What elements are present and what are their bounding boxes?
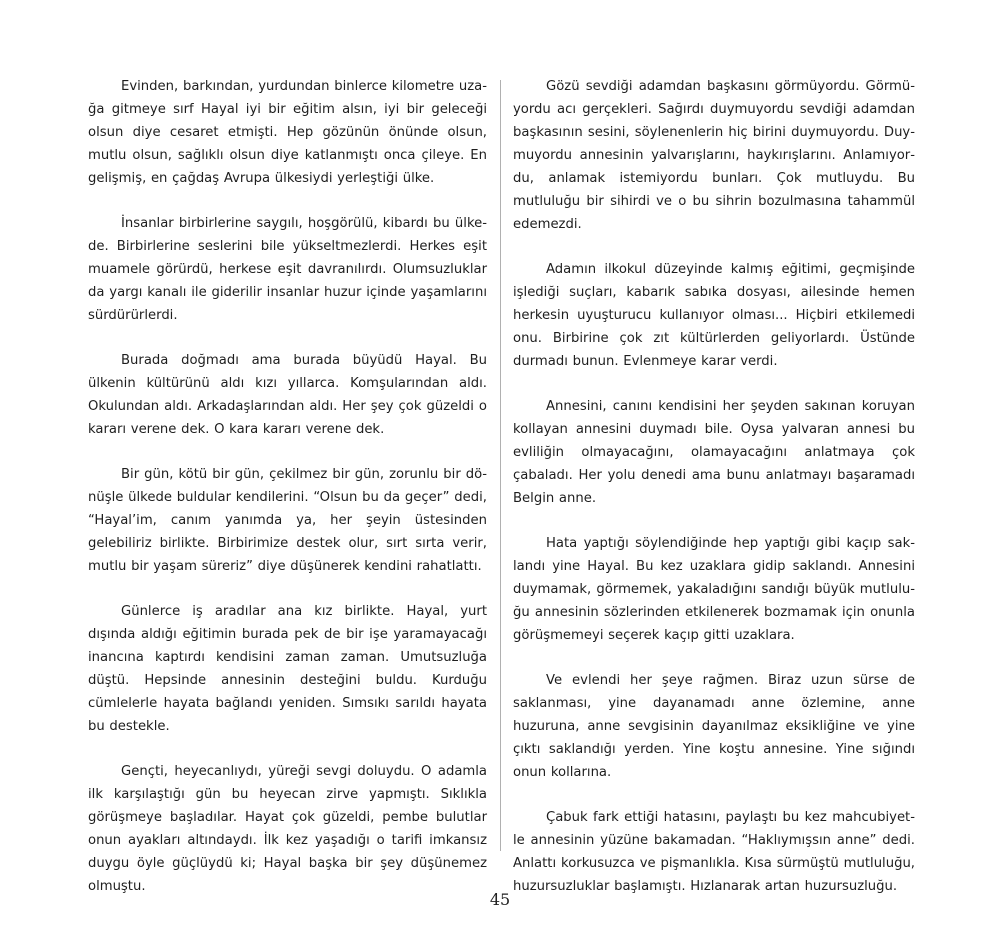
paragraph: Günlerce iş aradılar ana kız birlikte. Hayal, yurt dışında aldığı eğitimin burada pek de bir işe yaramayacağı inancına kaptırdı kendisini zaman zaman. Umutsuzluğa düştü. Hepsinde annesinin desteğini buldu. Kurduğu cümlelerle hayata bağlandı yeniden. Sımsıkı sarıldı hayata bu destekle. [88,604,487,734]
paragraph: Ve evlendi her şeye rağmen. Biraz uzun sürse de saklanması, yine dayanamadı anne özlemine, anne huzuruna, anne sevgisinin dayanılmaz eksikliğine ve yine çıktı saklandığı yerden. Yine koştu annesine. Yine sığındı onun kollarına. [513,673,915,780]
page-number: 45 [489,890,511,909]
paragraph: Adamın ilkokul düzeyinde kalmış eğitimi, geçmişinde işlediği suçları, kabarık sabıka dosyası, ailesinde hemen herkesin uyuşturucu kullanıyor olması... Hiçbiri etkilemedi onu. Birbirine çok zıt kültürlerden geliyorlardı. Üstünde durmadı bunun. Evlenmeye karar verdi. [513,262,915,369]
paragraph: Burada doğmadı ama burada büyüdü Hayal. Bu ülkenin kültürünü aldı kızı yıllarca. Komşularından aldı. Okulundan aldı. Arkadaşlarından aldı. Her şey çok güzeldi o kararı verene dek. O kara kararı verene dek. [88,353,487,437]
paragraph: İnsanlar birbirlerine saygılı, hoşgörülü, kibardı bu ülkede. Birbirlerine seslerini bile yükseltmezlerdi. Herkes eşit muamele görürdü, herkese eşit davranılırdı. Olumsuzluklar da yargı kanalı ile giderilir insanlar huzur içinde yaşamlarını sürdürürlerdi. [88,216,487,323]
paragraph: Gözü sevdiği adamdan başkasını görmüyordu. Görmüyordu acı gerçekleri. Sağırdı duymuyordu sevdiği adamdan başkasının sesini, söylenenlerin hiç birini duymuyordu. Duymuyordu annesinin yalvarışlarını, haykırışlarını. Anlamıyordu, anlamak istemiyordu bunları. Çok mutluydu. Bu mutluluğu bir sihirdi ve o bu sihrin bozulmasına tahammül edemezdi. [513,79,915,232]
paragraph: Bir gün, kötü bir gün, çekilmez bir gün, zorunlu bir dönüşle ülkede buldular kendilerini. “Olsun bu da geçer” dedi, “Hayal’im, canım yanımda ya, her şeyin üstesinden gelebiliriz birlikte. Birbirimize destek olur, sırt sırta verir, mutlu bir yaşam süreriz” diye düşünerek kendini rahatlattı. [88,467,487,574]
right-text-column [513,75,915,920]
paragraph: Evinden, barkından, yurdundan binlerce kilometre uzağa gitmeye sırf Hayal iyi bir eğitim alsın, iyi bir geleceği olsun diye cesaret etmişti. Hep gözünün önünde olsun, mutlu olsun, sağlıklı olsun diye katlanmıştı onca çileye. En gelişmiş, en çağdaş Avrupa ülkesiydi yerleştiği ülke. [88,79,487,186]
paragraph: Çabuk fark ettiği hatasını, paylaştı bu kez mahcubiyetle annesinin yüzüne bakamadan. “Haklıymışsın anne” dedi. Anlattı korkusuzca ve pişmanlıkla. Kısa sürmüştü mutluluğu, huzursuzluklar başlamıştı. Hızlanarak artan huzursuzluğu. [513,810,915,894]
left-text-column [88,75,487,920]
column-divider [500,80,501,851]
paragraph: Gençti, heyecanlıydı, yüreği sevgi doluydu. O adamla ilk karşılaştığı gün bu heyecan zirve yapmıştı. Sıklıkla görüşmeye başladılar. Hayat çok güzeldi, pembe bulutlar onun ayakları altındaydı. İlk kez yaşadığı o tarifi imkansız duygu öyle güçlüydü ki; Hayal başka bir şey düşünemez olmuştu. [88,764,487,894]
paragraph: Annesini, canını kendisini her şeyden sakınan koruyan kollayan annesini duymadı bile. Oysa yalvaran annesi bu evliliğin olmayacağını, olamayacağını anlatmaya çok çabaladı. Her yolu denedi ama bunu anlatmayı başaramadı Belgin anne. [513,399,915,506]
paragraph: Hata yaptığı söylendiğinde hep yaptığı gibi kaçıp saklandı yine Hayal. Bu kez uzaklara gidip saklandı. Annesini duymamak, görmemek, yakaladığını sandığı büyük mutluluğu annesinin sözlerinden etkilenerek bozmamak için onunla görüşmemeyi seçerek kaçıp gitti uzaklara. [513,536,915,643]
